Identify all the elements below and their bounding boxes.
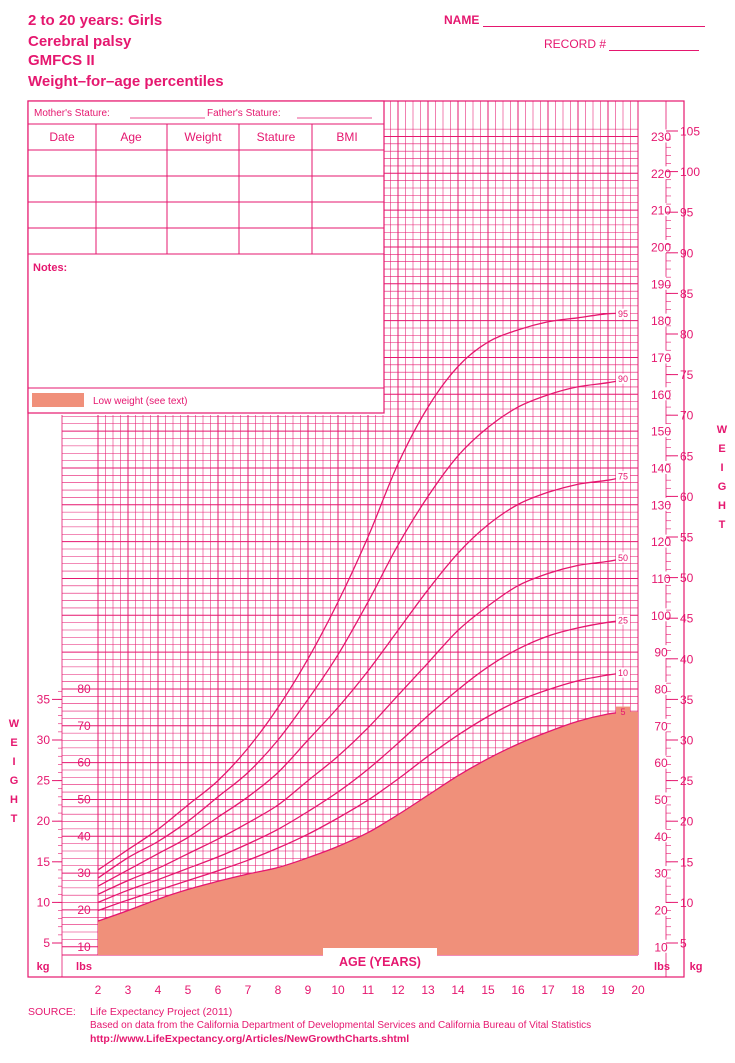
left-lbs-tick-label: 10 — [77, 939, 91, 954]
left-kg-tick-label: 10 — [36, 895, 50, 910]
percentile-label-95: 95 — [617, 309, 629, 320]
left-kg-tick-label: 20 — [36, 814, 50, 829]
left-kg-tick-label: 15 — [36, 854, 50, 869]
right-lbs-tick-label: 60 — [654, 756, 668, 771]
right-lbs-tick-label: 160 — [650, 387, 672, 402]
percentile-label-25: 25 — [617, 615, 629, 626]
left-kg-tick-label: 5 — [43, 936, 50, 950]
left-lbs-tick-label: 80 — [77, 681, 91, 696]
right-side-weight-letter: H — [718, 500, 726, 512]
x-tick-label: 18 — [571, 983, 585, 997]
title-line-2: Cerebral palsy — [28, 33, 132, 50]
left-lbs-tick-label: 30 — [77, 866, 91, 881]
right-lbs-tick-label: 90 — [654, 645, 668, 660]
right-side-weight-letter: I — [720, 462, 724, 474]
x-tick-label: 20 — [631, 983, 645, 997]
x-tick-label: 2 — [94, 983, 102, 997]
right-lbs-tick-label: 10 — [654, 940, 668, 955]
right-lbs-tick-label: 50 — [654, 792, 668, 807]
title-line-1: 2 to 20 years: Girls — [28, 12, 163, 29]
left-side-weight-letter: E — [10, 737, 18, 749]
right-side-weight-letter: T — [718, 519, 726, 531]
x-tick-label: 3 — [124, 983, 132, 997]
right-kg-tick-label: 45 — [680, 611, 694, 626]
right-side-weight-letter: E — [718, 443, 726, 455]
left-lbs-unit: lbs — [76, 961, 92, 973]
x-tick-label: 8 — [274, 983, 282, 997]
right-kg-tick-label: 95 — [680, 205, 694, 220]
right-lbs-tick-label: 100 — [650, 608, 672, 623]
percentile-label-90: 90 — [617, 374, 629, 385]
x-tick-label: 9 — [304, 983, 312, 997]
right-kg-tick-label: 40 — [680, 652, 694, 667]
left-lbs-tick-label: 20 — [77, 902, 91, 917]
left-kg-tick-label: 35 — [36, 692, 50, 707]
x-tick-label: 15 — [481, 983, 495, 997]
right-kg-tick-label: 80 — [680, 327, 694, 342]
right-side-weight-letter: G — [717, 481, 727, 493]
left-side-weight-letter: H — [10, 794, 18, 806]
right-kg-tick-label: 25 — [680, 774, 694, 789]
right-lbs-tick-label: 30 — [654, 866, 668, 881]
right-lbs-tick-label: 20 — [654, 903, 668, 918]
right-lbs-tick-label: 210 — [650, 203, 672, 218]
source-label: SOURCE: — [28, 1006, 76, 1018]
right-lbs-unit: lbs — [654, 961, 670, 973]
right-kg-tick-label: 75 — [680, 368, 694, 383]
right-lbs-tick-label: 180 — [650, 314, 672, 329]
left-side-weight-letter: T — [10, 813, 18, 825]
title-line-4: Weight–for–age percentiles — [28, 73, 224, 90]
x-tick-label: 14 — [451, 983, 465, 997]
fathers-stature-label: Father's Stature: — [207, 108, 281, 119]
percentile-label-5: 5 — [620, 707, 626, 718]
left-side-weight-letter: W — [8, 718, 20, 730]
right-kg-tick-label: 50 — [680, 571, 694, 586]
x-tick-label: 6 — [214, 983, 222, 997]
record-label: RECORD # — [544, 37, 607, 51]
left-kg-tick-label: 25 — [36, 773, 50, 788]
right-lbs-tick-label: 220 — [650, 166, 672, 181]
right-kg-tick-label: 5 — [680, 936, 687, 951]
x-tick-label: 4 — [154, 983, 162, 997]
percentile-label-75: 75 — [617, 471, 629, 482]
right-lbs-tick-label: 40 — [654, 829, 668, 844]
x-tick-label: 10 — [331, 983, 345, 997]
source-line-1: Life Expectancy Project (2011) — [90, 1006, 233, 1018]
right-lbs-tick-label: 200 — [650, 240, 672, 255]
x-tick-label: 5 — [184, 983, 192, 997]
right-lbs-tick-label: 150 — [650, 424, 672, 439]
right-lbs-tick-label: 70 — [654, 719, 668, 734]
x-tick-label: 13 — [421, 983, 435, 997]
right-lbs-tick-label: 140 — [650, 461, 672, 476]
right-kg-tick-label: 85 — [680, 286, 694, 301]
right-lbs-tick-label: 130 — [650, 498, 672, 513]
x-tick-label: 11 — [361, 983, 375, 997]
left-side-weight-letter: I — [12, 756, 16, 768]
left-lbs-tick-label: 40 — [77, 829, 91, 844]
notes-label: Notes: — [33, 262, 68, 274]
column-header-bmi: BMI — [336, 130, 358, 144]
column-header-date: Date — [49, 130, 75, 144]
column-header-age: Age — [120, 130, 142, 144]
percentile-label-50: 50 — [617, 552, 629, 563]
record-table — [28, 101, 384, 413]
right-lbs-tick-label: 110 — [651, 571, 671, 586]
right-kg-tick-label: 90 — [680, 246, 694, 261]
right-kg-tick-label: 100 — [680, 165, 701, 180]
x-tick-label: 17 — [541, 983, 555, 997]
mothers-stature-label: Mother's Stature: — [34, 108, 110, 119]
source-link[interactable]: http://www.LifeExpectancy.org/Articles/NewGrowthCharts.shtml — [90, 1033, 410, 1045]
right-kg-tick-label: 65 — [680, 449, 694, 464]
right-kg-tick-label: 55 — [680, 530, 694, 545]
right-kg-tick-label: 30 — [680, 733, 694, 748]
x-axis-title: AGE (YEARS) — [339, 955, 421, 969]
legend-label: Low weight (see text) — [93, 396, 188, 407]
right-kg-tick-label: 35 — [680, 692, 694, 707]
x-tick-label: 19 — [601, 983, 615, 997]
title-line-3: GMFCS II — [28, 52, 95, 69]
left-kg-unit: kg — [36, 961, 50, 973]
right-kg-tick-label: 70 — [680, 408, 694, 423]
right-kg-tick-label: 105 — [680, 124, 701, 139]
right-lbs-tick-label: 190 — [650, 277, 672, 292]
source-line-2: Based on data from the California Department of Developmental Services and California Bureau of Vital Statistics — [90, 1020, 592, 1031]
right-kg-tick-label: 20 — [680, 814, 694, 829]
left-lbs-tick-label: 60 — [77, 755, 91, 770]
column-header-stature: Stature — [256, 130, 296, 144]
right-side-weight-letter: W — [716, 424, 728, 436]
x-tick-label: 16 — [511, 983, 525, 997]
right-kg-tick-label: 10 — [680, 895, 694, 910]
right-lbs-tick-label: 120 — [650, 535, 672, 550]
right-lbs-tick-label: 230 — [650, 129, 672, 144]
left-lbs-tick-label: 50 — [77, 792, 91, 807]
left-side-weight-letter: G — [9, 775, 19, 787]
right-lbs-tick-label: 170 — [650, 350, 672, 365]
right-lbs-tick-label: 80 — [654, 682, 668, 697]
legend-swatch — [32, 393, 84, 407]
left-lbs-tick-label: 70 — [77, 718, 91, 733]
x-tick-label: 7 — [244, 983, 252, 997]
column-header-weight: Weight — [184, 130, 222, 144]
x-tick-label: 12 — [391, 983, 405, 997]
right-kg-tick-label: 15 — [680, 855, 694, 870]
percentile-label-10: 10 — [617, 668, 629, 679]
right-kg-unit: kg — [689, 961, 703, 973]
left-kg-tick-label: 30 — [36, 733, 50, 747]
right-kg-tick-label: 60 — [680, 489, 694, 504]
name-label: NAME — [444, 13, 480, 27]
